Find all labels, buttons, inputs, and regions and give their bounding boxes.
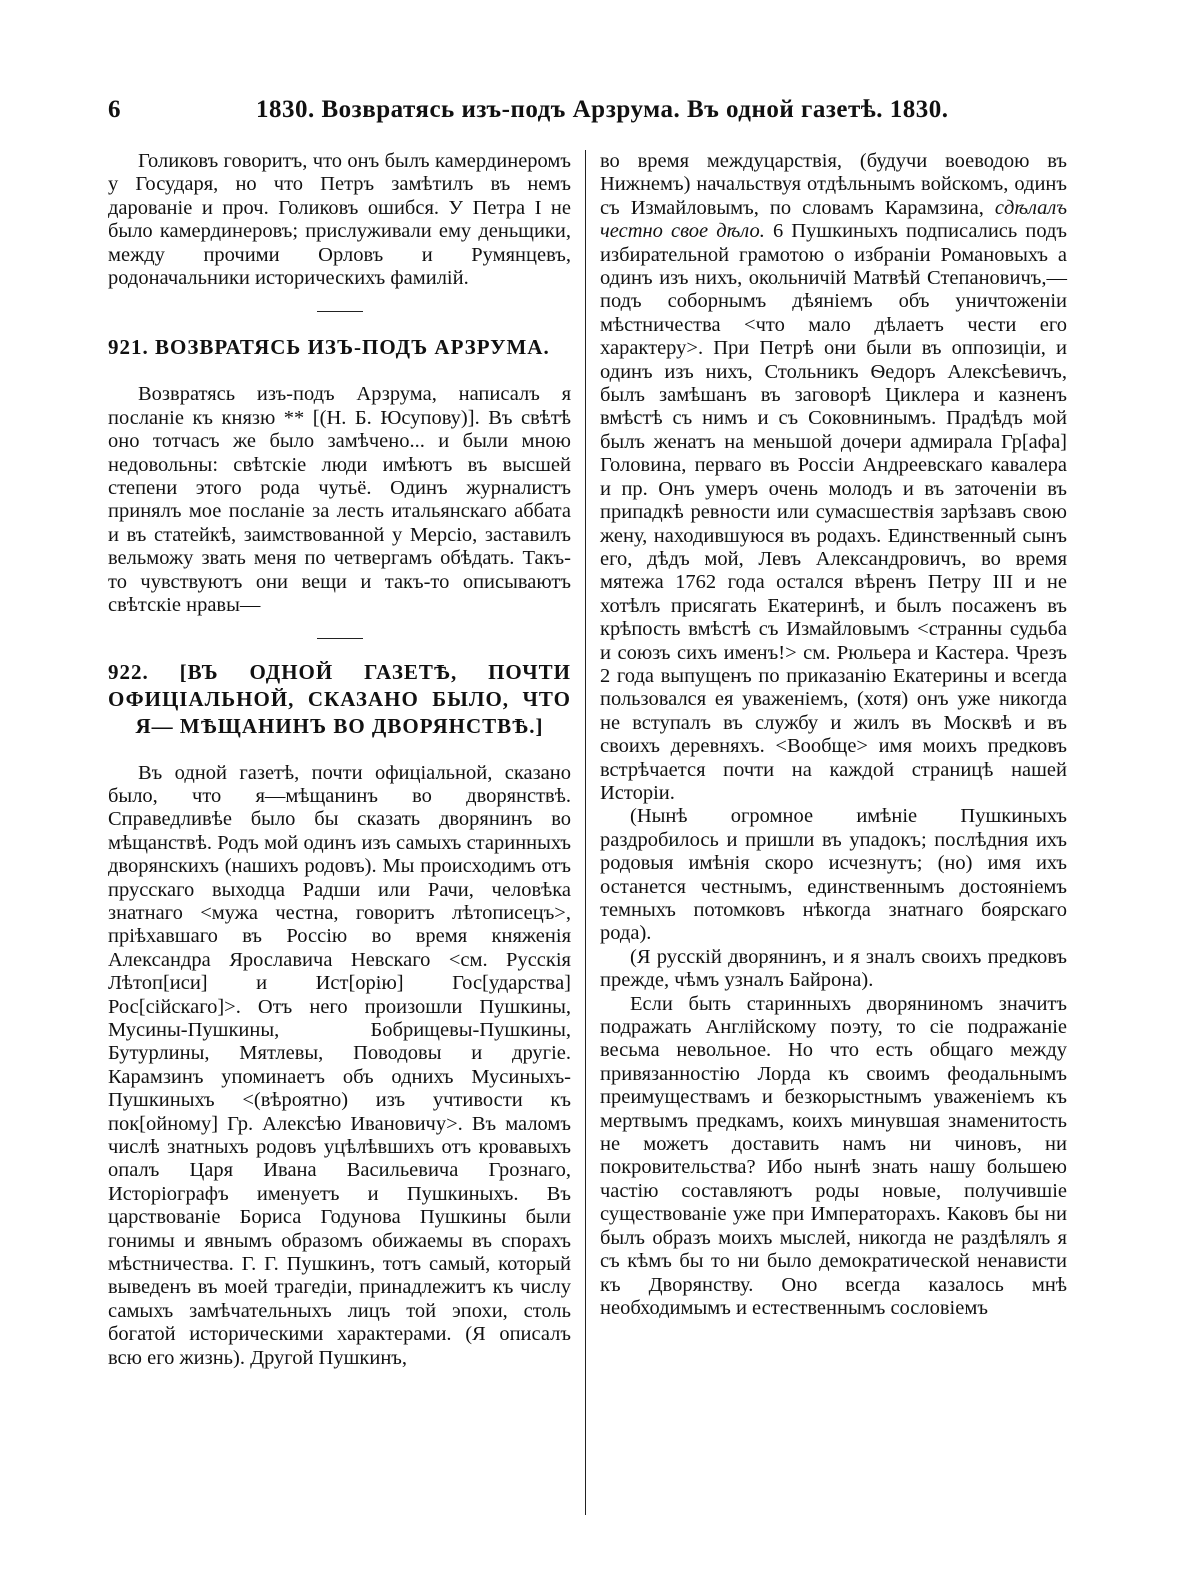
paragraph-921: Возвратясь изъ-подъ Арзрума, написалъ я посланіе къ князю ** [(Н. Б. Юсупову)]. Въ свѣтѣ оно тотчасъ же было замѣчено... и были мною недовольны: свѣтскіе люди имѣютъ въ высшей степени этого рода чутьё. Одинъ журналистъ принялъ мое посланіе за лесть итальянскаго аббата и въ статейкѣ, заимствованной у Мерсіо, заставилъ вельможу звать меня по четвергамъ обѣдать. Такъ-то чувствуютъ они вещи и такъ-то описываютъ свѣтскіе нравы— [108,383,571,617]
text-continued-start: во время междуцарствія, (будучи воеводою въ Нижнемъ) начальствуя отдѣльнымъ войскомъ, одинъ съ Измайловымъ, по словамъ Карамзина, [600,150,1067,219]
running-title: 1830. Возвратясь изъ-подъ Арзрума. Въ одной газетѣ. 1830. [256,96,949,123]
paragraph-estate-ruin: (Нынѣ огромное имѣніе Пушкиныхъ раздробилось и пришли въ упадокъ; послѣдния ихъ родовыя имѣнія скоро исчезнутъ; (но) имя ихъ останется честнымъ, единственнымъ достояніемъ темныхъ потомковъ нѣкогда знатнаго боярскаго рода). [600,805,1067,945]
heading-section-921: 921. ВОЗВРАТЯСЬ ИЗЪ-ПОДЪ АРЗРУМА. [108,335,550,360]
column-divider [585,150,586,1515]
running-header [108,96,1068,126]
section-separator [317,311,363,312]
paragraph-english-poet: Если быть старинныхъ дворяниномъ значитъ подражать Англійскому поэту, то сіе подражаніе весьма невольное. Но что есть общаго между привязанностію Лорда къ своимъ феодальнымъ преимуществамъ и безкорыстнымъ уваженіемъ къ мертвымъ предкамъ, коихъ минувшая знаменитость не можетъ доставить намъ ни чиновъ, ни покровительства? Ибо нынѣ знать нашу большею частію составляютъ роды новые, получившіе существованіе уже при Императорахъ. Каковъ бы ни былъ образъ моихъ мыслей, никогда не раздѣлялъ я съ кѣмъ бы то ни было демократической ненависти къ Дворянству. Оно всегда казалось мнѣ необходимымъ и естественнымъ сословіемъ [600,992,1067,1319]
paragraph-continued [600,150,1067,805]
paragraph-byron: (Я русскій дворянинъ, и я зналъ своихъ предковъ прежде, чѣмъ узналъ Байрона). [600,945,1067,992]
paragraph-golikov: Голиковъ говоритъ, что онъ былъ камердинеромъ у Государя, но что Петръ замѣтилъ въ немъ дарованіе и проч. Голиковъ ошибся. У Петра I не было камердинеровъ; прислуживали ему деньщики, между прочими Орловъ и Румянцевъ, родоначальники историческихъ фамилій. [108,150,571,290]
left-column [108,150,571,1370]
section-separator [317,638,363,639]
right-column [600,150,1067,1320]
paragraph-922: Въ одной газетѣ, почти офиціальной, сказано было, что я—мѣщанинъ во дворянствѣ. Справедливѣе было бы сказать дворянинъ во мѣщанствѣ. Родъ мой одинъ изъ самыхъ старинныхъ дворянскихъ (нашихъ родовъ). Мы происходимъ отъ прусскаго выходца Радши или Рачи, человѣка знатнаго <мужа честна, говоритъ лѣтописецъ>, пріѣхавшаго въ Россію во время княженія Александра Ярославича Невскаго <см. Русскія Лѣтоп[иси] и Ист[орію] Гос[ударства] Рос[сійскаго]>. Отъ него произошли Пушкины, Мусины-Пушкины, Бобрищевы-Пушкины, Бутурлины, Мятлевы, Поводовы и другіе. Карамзинъ упоминаетъ объ однихъ Мусиныхъ-Пушкиныхъ <(вѣроятно) изъ учтивости къ пок[ойному] Гр. Алексѣю Ивановичу>. Въ маломъ числѣ знатныхъ родовъ уцѣлѣвшихъ отъ кровавыхъ опалъ Царя Ивана Васильевича Грознаго, Исторіографъ именуетъ и Пушкиныхъ. Въ царствованіе Бориса Годунова Пушкины были гонимы и явнымъ образомъ обижаемы въ спорахъ мѣстничества. Г. Г. Пушкинъ, тотъ самый, который выведенъ въ моей трагедіи, принадлежитъ къ числу самыхъ замѣчательныхъ лицъ той эпохи, столь богатой историческими характерами. (Я описалъ всю его жизнь). Другой Пушкинъ, [108,761,571,1369]
italic-quote: сдѣлалъ честно свое дѣло. [600,196,1068,243]
page-number: 6 [108,96,121,123]
text-continued-end: 6 Пушкиныхъ подписались подъ избирательной грамотою о избраніи Романовыхъ а одинъ изъ нихъ, окольничій Матвѣй Степановичъ,—подъ соборнымъ дѣяніемъ объ уничтоженіи мѣстничества <что мало дѣлаетъ чести его характеру>. При Петрѣ они были въ оппозиціи, и одинъ изъ нихъ, Стольникъ Ѳедоръ Алексѣевичъ, былъ замѣшанъ въ заговорѣ Циклера и казненъ вмѣстѣ съ нимъ и съ Соковнинымъ. Прадѣдъ мой былъ женатъ на меньшой дочери адмирала Гр[афа] Головина, перваго въ Россіи Андреевскаго кавалера и пр. Онъ умеръ очень молодъ и въ заточеніи въ припадкѣ ревности или сумасшествія зарѣзавъ свою жену, находившуюся въ родахъ. Единственный сынъ его, дѣдъ мой, Левъ Александровичъ, во время мятежа 1762 года остался вѣренъ Петру III и не хотѣлъ присягать Екатеринѣ, и былъ посаженъ въ крѣпость вмѣстѣ съ Измайловымъ <странны судьба и союзъ сихъ именъ!> см. Рюльера и Кастера. Чрезъ 2 года выпущенъ по приказанію Екатерины и всегда пользовался ея уваженіемъ, (хотя) онъ уже никогда не вступалъ въ службу и жилъ въ Москвѣ и въ своихъ деревняхъ. <Вообще> имя моихъ предковъ встрѣчается почти на каждой страницѣ нашей Исторіи. [600,220,1068,804]
heading-section-922: 922. [ВЪ ОДНОЙ ГАЗЕТѢ, ПОЧТИ ОФИЦІАЛЬНОЙ, СКАЗАНО БЫЛО, ЧТО Я— МѢЩАНИНЪ ВО ДВОРЯНСТВѢ.] [108,659,571,738]
